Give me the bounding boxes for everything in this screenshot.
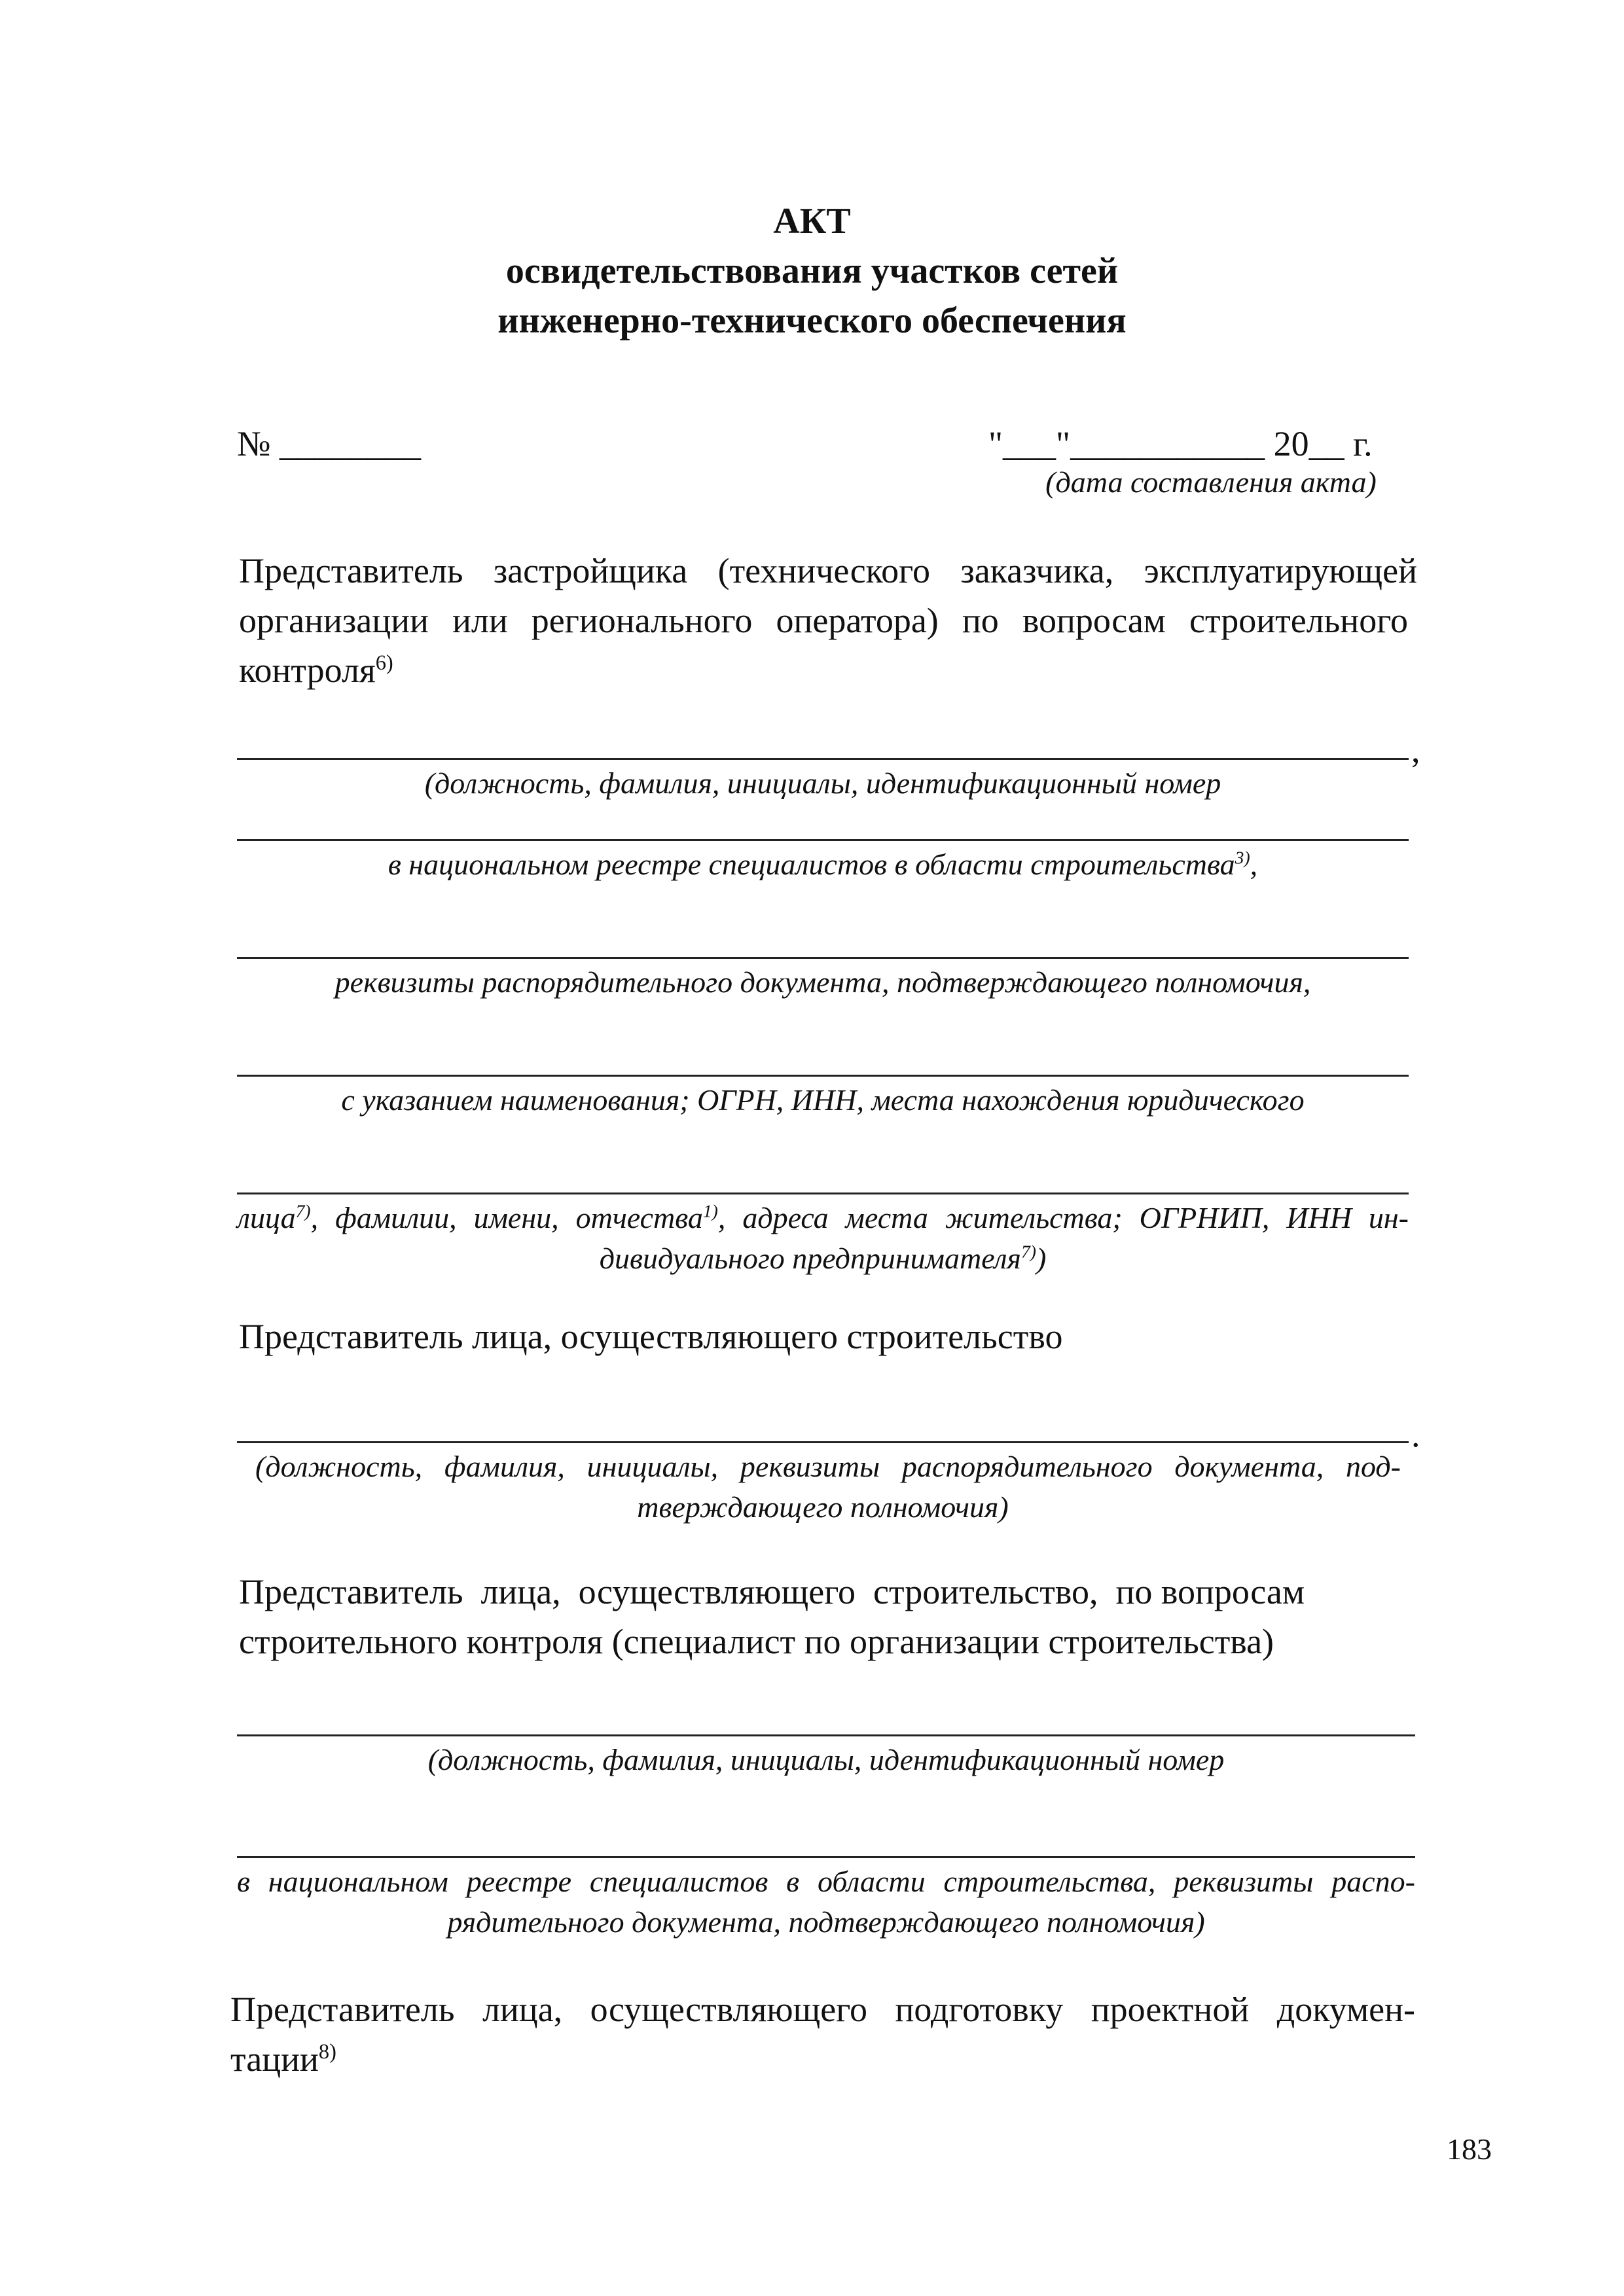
document-subtitle-line-1: освидетельствования участков сетей [505, 251, 1119, 291]
developer-rep-caption-4: с указанием наименования; ОГРН, ИНН, места нахождения юридического [341, 1083, 1305, 1117]
developer-rep-line-2: организации или регионального оператора) по вопросам строительного [239, 601, 1408, 640]
footnote-6-mark: 6) [375, 651, 393, 675]
developer-rep-line-3: контроля$^{6)}$ [239, 651, 393, 690]
blank-comma: , [1411, 730, 1420, 770]
page-number: 183 [1447, 2132, 1492, 2166]
developer-rep-caption-1: (должность, фамилия, инициалы, идентификационный номер [424, 766, 1221, 800]
builder-control-rep-caption-2: в национальном реестре специалистов в области строительства, реквизиты распо- [237, 1865, 1415, 1898]
builder-control-rep-line-2: строительного контроля (специалист по организации строительства) [239, 1622, 1274, 1661]
document-subtitle-line-2: инженерно-технического обеспечения [497, 300, 1127, 341]
builder-rep-caption-1: (должность, фамилия, инициалы, реквизиты распорядительного документа, под- [255, 1450, 1401, 1483]
act-number-field[interactable]: № ________ [237, 424, 422, 463]
date-caption: (дата составления акта) [1045, 465, 1377, 499]
developer-rep-caption-5: лица$^{7)}$, фамилии, имени, отчества$^{1)}$, адреса места жительства; ОГРНИП, ИНН ин- [237, 1200, 1409, 1234]
designer-rep-line-1: Представитель лица, осуществляющего подготовку проектной докумен- [230, 1990, 1415, 2029]
developer-rep-caption-6: дивидуального предпринимателя$^{7)}$) [599, 1241, 1047, 1275]
developer-rep-blank-5[interactable] [237, 1193, 1409, 1194]
builder-control-rep-blank-2[interactable] [237, 1856, 1415, 1858]
builder-control-rep-blank-1[interactable] [237, 1734, 1415, 1736]
footnote-3-mark: 3) [1235, 847, 1250, 868]
designer-rep-line-2: тации$^{8)}$ [230, 2039, 336, 2079]
developer-rep-blank-1[interactable] [237, 758, 1409, 760]
footnote-8-mark: 8) [318, 2040, 336, 2064]
builder-control-rep-line-1: Представитель лица, осуществляющего строительство, по вопросам [239, 1572, 1305, 1611]
developer-rep-blank-4[interactable] [237, 1075, 1409, 1077]
document-title: АКТ [773, 201, 851, 242]
act-date-field[interactable]: "___"___________ 20__ г. [988, 424, 1373, 463]
developer-rep-blank-3[interactable] [237, 957, 1409, 959]
developer-rep-blank-2[interactable] [237, 839, 1409, 841]
builder-rep-caption-2: тверждающего полномочия) [637, 1490, 1009, 1524]
builder-rep-blank[interactable] [237, 1441, 1409, 1443]
builder-control-rep-caption-1: (должность, фамилия, инициалы, идентификационный номер [427, 1743, 1225, 1776]
builder-rep-heading: Представитель лица, осуществляющего строительство [239, 1317, 1063, 1356]
blank-period: . [1411, 1415, 1420, 1454]
builder-control-rep-caption-3: рядительного документа, подтверждающего полномочия) [447, 1905, 1205, 1939]
developer-rep-caption-2: в национальном реестре специалистов в области строительства$^{3)}$, [388, 847, 1258, 881]
developer-rep-line-1: Представитель застройщика (технического заказчика, эксплуатирующей [239, 551, 1417, 590]
developer-rep-caption-3: реквизиты распорядительного документа, подтверждающего полномочия, [334, 965, 1311, 999]
